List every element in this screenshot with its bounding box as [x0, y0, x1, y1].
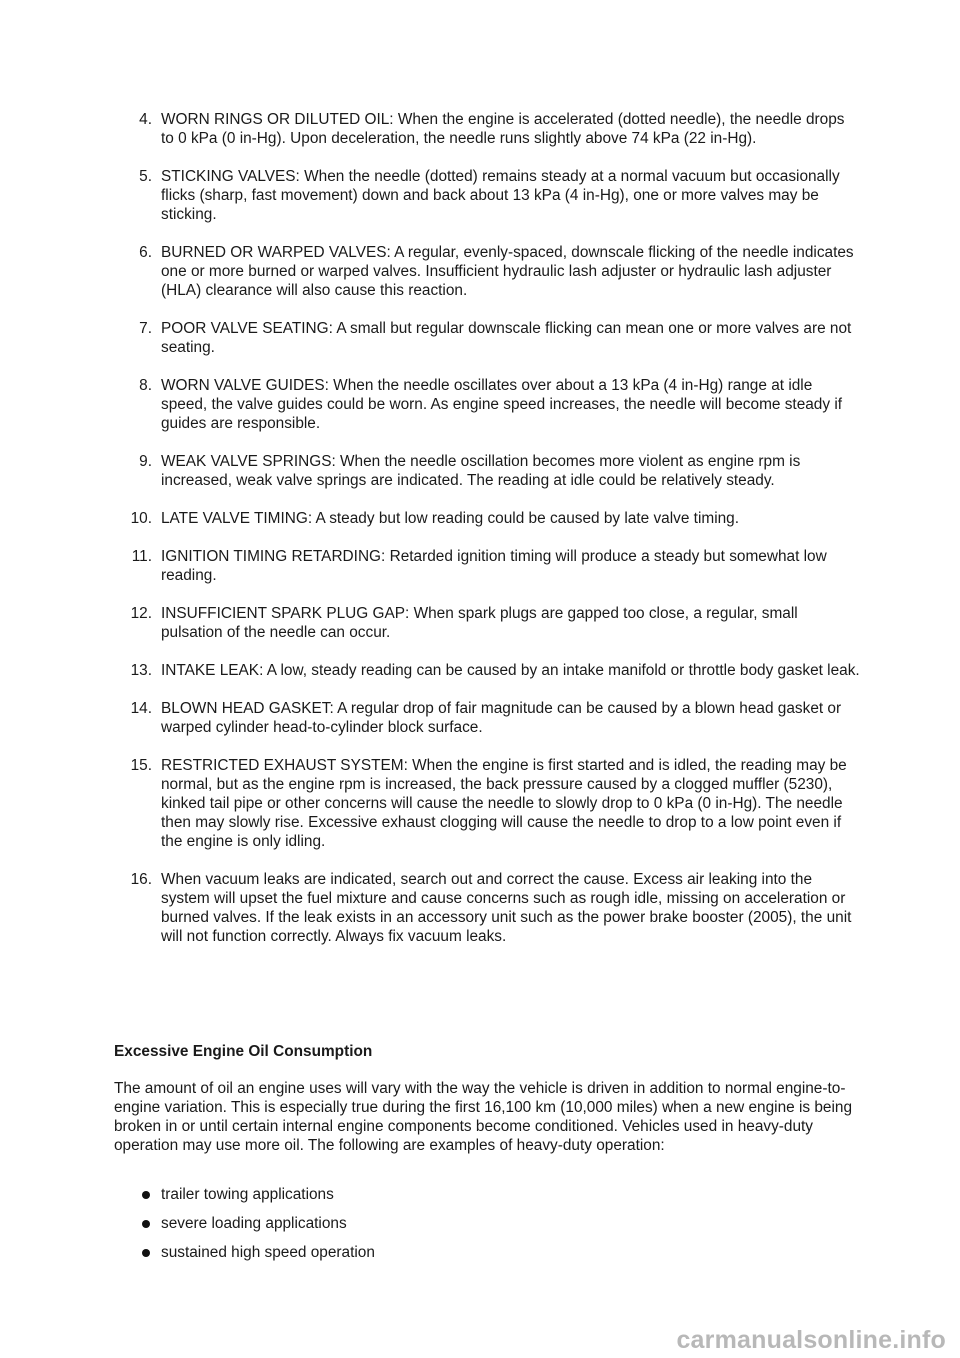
item-number: 7.: [139, 320, 152, 337]
item-text: BURNED OR WARPED VALVES: A regular, evenly-spaced, downscale flicking of the needle indicates one or more burned or warped valves. Insufficient hydraulic lash adjuster or hydraulic lash adjuster (HLA) clearance will also cause this reaction.: [161, 244, 854, 299]
list-item: [0, 319, 960, 357]
list-item: [0, 452, 960, 490]
list-item: [0, 243, 960, 300]
item-number: 14.: [130, 700, 152, 717]
section-heading: Excessive Engine Oil Consumption: [114, 1043, 373, 1060]
item-number: 12.: [130, 605, 152, 622]
item-text: INSUFFICIENT SPARK PLUG GAP: When spark plugs are gapped too close, a regular, small pulsation of the needle can occur.: [161, 605, 798, 641]
bullet-text: sustained high speed operation: [161, 1244, 375, 1261]
list-item: [0, 509, 960, 528]
bullet-text: severe loading applications: [161, 1215, 347, 1232]
list-item: [0, 604, 960, 642]
item-text: When vacuum leaks are indicated, search out and correct the cause. Excess air leaking into the system will upset the fuel mixture and cause concerns such as rough idle, missing on acceleration or burned valves. If the leak exists in an accessory unit such as the power brake booster (2005), the unit will not function correctly. Always fix vacuum leaks.: [161, 871, 852, 945]
item-number: 8.: [139, 377, 152, 394]
item-number: 11.: [131, 548, 152, 565]
watermark: carmanualsonline.info: [676, 1326, 946, 1354]
bullet-icon: [142, 1220, 150, 1228]
list-item: [0, 870, 960, 946]
list-item: [0, 661, 960, 680]
item-text: STICKING VALVES: When the needle (dotted) remains steady at a normal vacuum but occasionally flicks (sharp, fast movement) down and back about 13 kPa (4 in-Hg), one or more valves may be sticking.: [161, 168, 840, 223]
bullet-text: trailer towing applications: [161, 1186, 334, 1203]
list-item: [0, 547, 960, 585]
item-text: WORN VALVE GUIDES: When the needle oscillates over about a 13 kPa (4 in-Hg) range at idle speed, the valve guides could be worn. As engine speed increases, the needle will become steady if guides are responsible.: [161, 377, 843, 432]
oil-consumption-section: [114, 1042, 854, 1272]
item-text: LATE VALVE TIMING: A steady but low reading could be caused by late valve timing.: [161, 510, 740, 527]
item-number: 10.: [130, 510, 152, 527]
item-text: IGNITION TIMING RETARDING: Retarded ignition timing will produce a steady but somewhat low reading.: [161, 548, 827, 584]
section-paragraph: The amount of oil an engine uses will vary with the way the vehicle is driven in addition to normal engine-to-engine variation. This is especially true during the first 16,100 km (10,000 miles) when a new engine is being broken in or until certain internal engine components become conditioned. Vehicles used in heavy-duty operation may use more oil. The following are examples of heavy-duty operation:: [114, 1080, 853, 1154]
item-number: 9.: [139, 453, 152, 470]
item-number: 13.: [130, 662, 152, 679]
item-number: 6.: [139, 244, 152, 261]
vacuum-diagnosis-list: [0, 110, 960, 965]
list-item: [0, 110, 960, 148]
item-text: BLOWN HEAD GASKET: A regular drop of fair magnitude can be caused by a blown head gasket or warped cylinder head-to-cylinder block surface.: [161, 700, 842, 736]
item-number: 5.: [139, 168, 152, 185]
item-number: 15.: [130, 757, 152, 774]
list-item: [0, 167, 960, 224]
item-text: POOR VALVE SEATING: A small but regular downscale flicking can mean one or more valves are not seating.: [161, 320, 852, 356]
item-text: INTAKE LEAK: A low, steady reading can be caused by an intake manifold or throttle body gasket leak.: [161, 662, 860, 679]
heavy-duty-list: [114, 1185, 854, 1262]
bullet-item: [114, 1214, 854, 1233]
bullet-item: [114, 1185, 854, 1204]
list-item: [0, 756, 960, 851]
item-number: 4.: [139, 111, 152, 128]
bullet-icon: [142, 1249, 150, 1257]
item-text: WORN RINGS OR DILUTED OIL: When the engine is accelerated (dotted needle), the needle drops to 0 kPa (0 in-Hg). Upon deceleration, the needle runs slightly above 74 kPa (22 in-Hg).: [161, 111, 845, 147]
item-text: RESTRICTED EXHAUST SYSTEM: When the engine is first started and is idled, the reading may be normal, but as the engine rpm is increased, the back pressure caused by a clogged muffler (5230), kinked tail pipe or other concerns will cause the needle to slowly drop to 0 kPa (0 in-Hg). The needle then may slowly rise. Excessive exhaust clogging will cause the needle to drop to a low point even if the engine is only idling.: [161, 757, 847, 850]
item-text: WEAK VALVE SPRINGS: When the needle oscillation becomes more violent as engine rpm is increased, weak valve springs are indicated. The reading at idle could be relatively steady.: [161, 453, 801, 489]
list-item: [0, 376, 960, 433]
bullet-icon: [142, 1191, 150, 1199]
item-number: 16.: [130, 871, 152, 888]
list-item: [0, 699, 960, 737]
bullet-item: [114, 1243, 854, 1262]
